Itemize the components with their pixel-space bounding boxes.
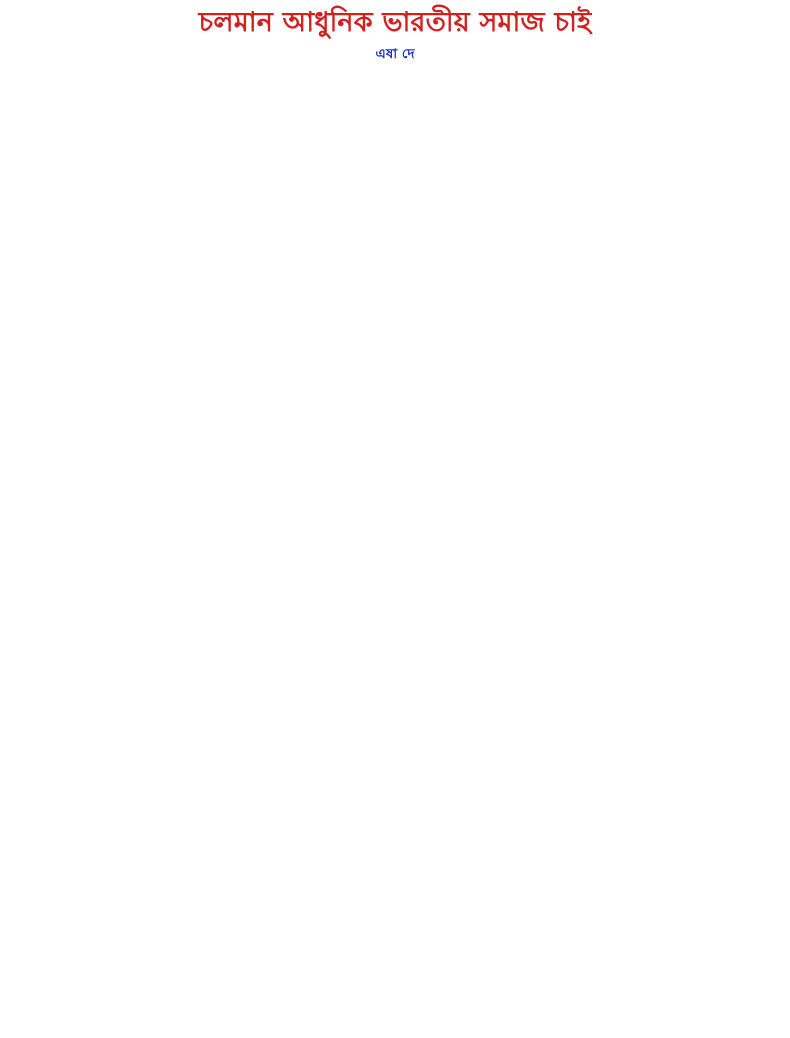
article-author: এষা দে — [375, 46, 415, 62]
article-title: চলমান আধুনিক ভারতীয় সমাজ চাই — [198, 7, 592, 38]
